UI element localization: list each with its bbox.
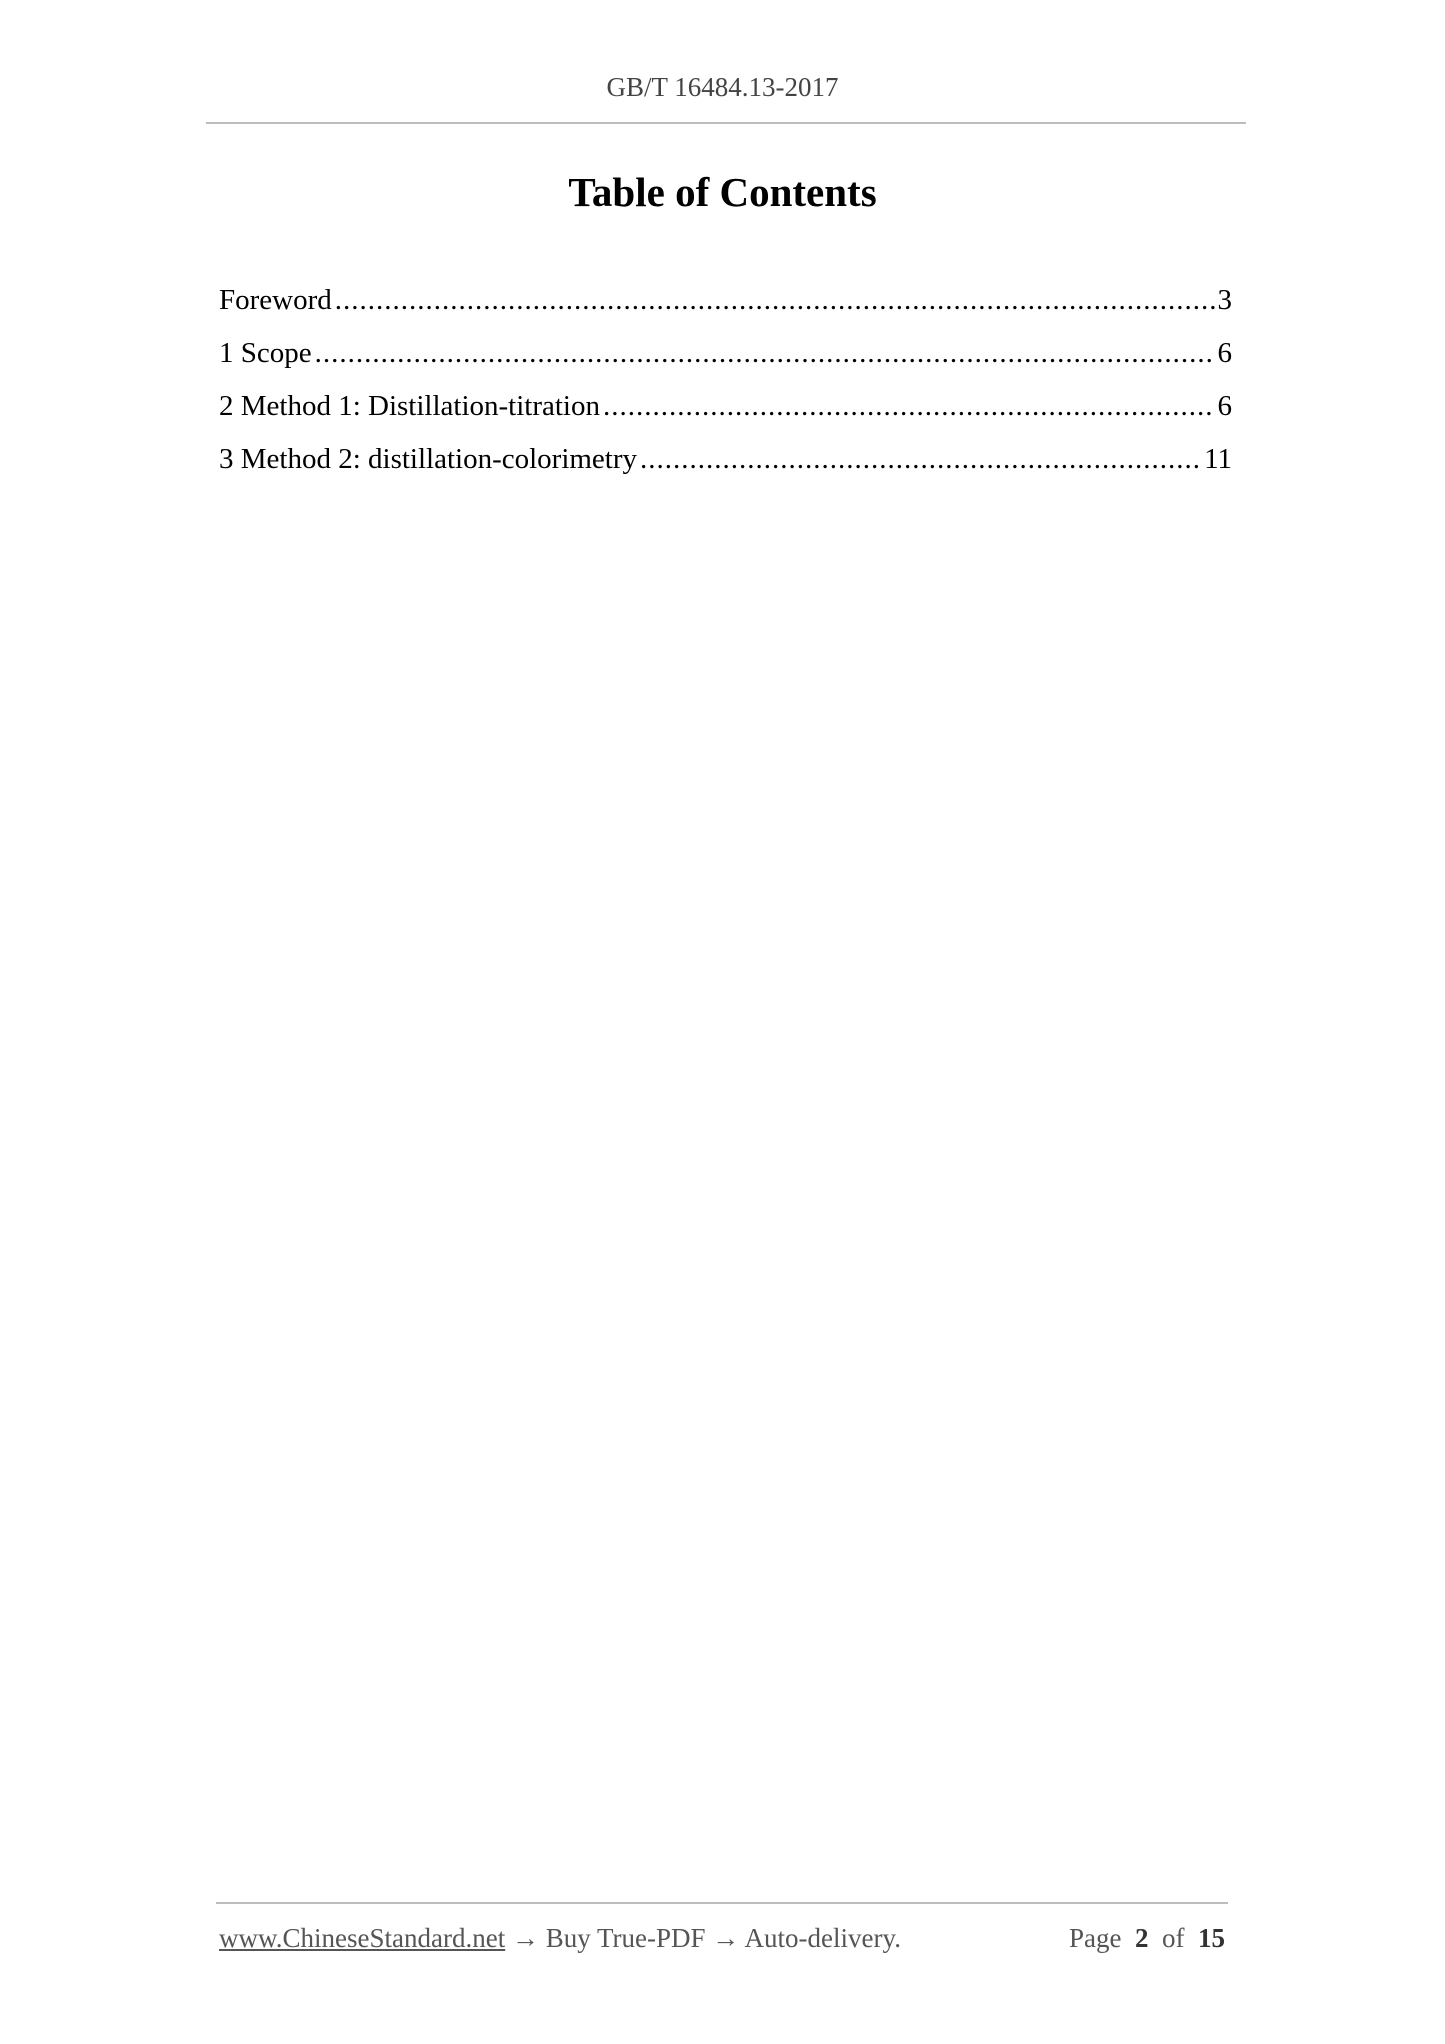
- toc-title: Table of Contents: [568, 169, 877, 215]
- page-word: Page: [1069, 1923, 1122, 1953]
- header-divider: [206, 122, 1246, 124]
- document-header-code: GB/T 16484.13-2017: [606, 72, 839, 102]
- buy-pdf-text: Buy True-PDF: [545, 1923, 706, 1953]
- toc-entry-page: 11: [1204, 443, 1232, 475]
- toc-dot-leader: [335, 284, 1215, 317]
- toc-entry-label: 2 Method 1: Distillation-titration: [219, 390, 600, 422]
- auto-delivery-text: Auto-delivery.: [744, 1923, 901, 1953]
- toc-entry-foreword[interactable]: [219, 284, 1232, 337]
- toc-dot-leader: [603, 390, 1215, 423]
- toc-entry-label: 1 Scope: [219, 337, 312, 369]
- toc-entry-method-2[interactable]: [219, 443, 1232, 496]
- toc-dot-leader: [315, 337, 1215, 370]
- toc-entry-scope[interactable]: [219, 337, 1232, 390]
- toc-entry-method-1[interactable]: [219, 390, 1232, 443]
- arrow-right-icon: →: [712, 1923, 740, 1953]
- page-current: 2: [1135, 1923, 1149, 1953]
- toc-entry-page: 6: [1217, 390, 1232, 422]
- toc-dot-leader: [640, 443, 1201, 476]
- page-number: [1069, 1923, 1225, 1954]
- footer-promo: [219, 1923, 901, 1954]
- toc-entry-page: 6: [1217, 337, 1232, 369]
- arrow-right-icon: →: [511, 1923, 539, 1953]
- toc-list: [219, 284, 1232, 496]
- toc-entry-label: Foreword: [219, 284, 332, 316]
- footer-divider: [216, 1902, 1228, 1904]
- page-total: 15: [1198, 1923, 1225, 1953]
- of-word: of: [1162, 1923, 1185, 1953]
- toc-entry-label: 3 Method 2: distillation-colorimetry: [219, 443, 638, 475]
- site-link[interactable]: www.ChineseStandard.net: [219, 1923, 506, 1953]
- toc-entry-page: 3: [1217, 284, 1232, 316]
